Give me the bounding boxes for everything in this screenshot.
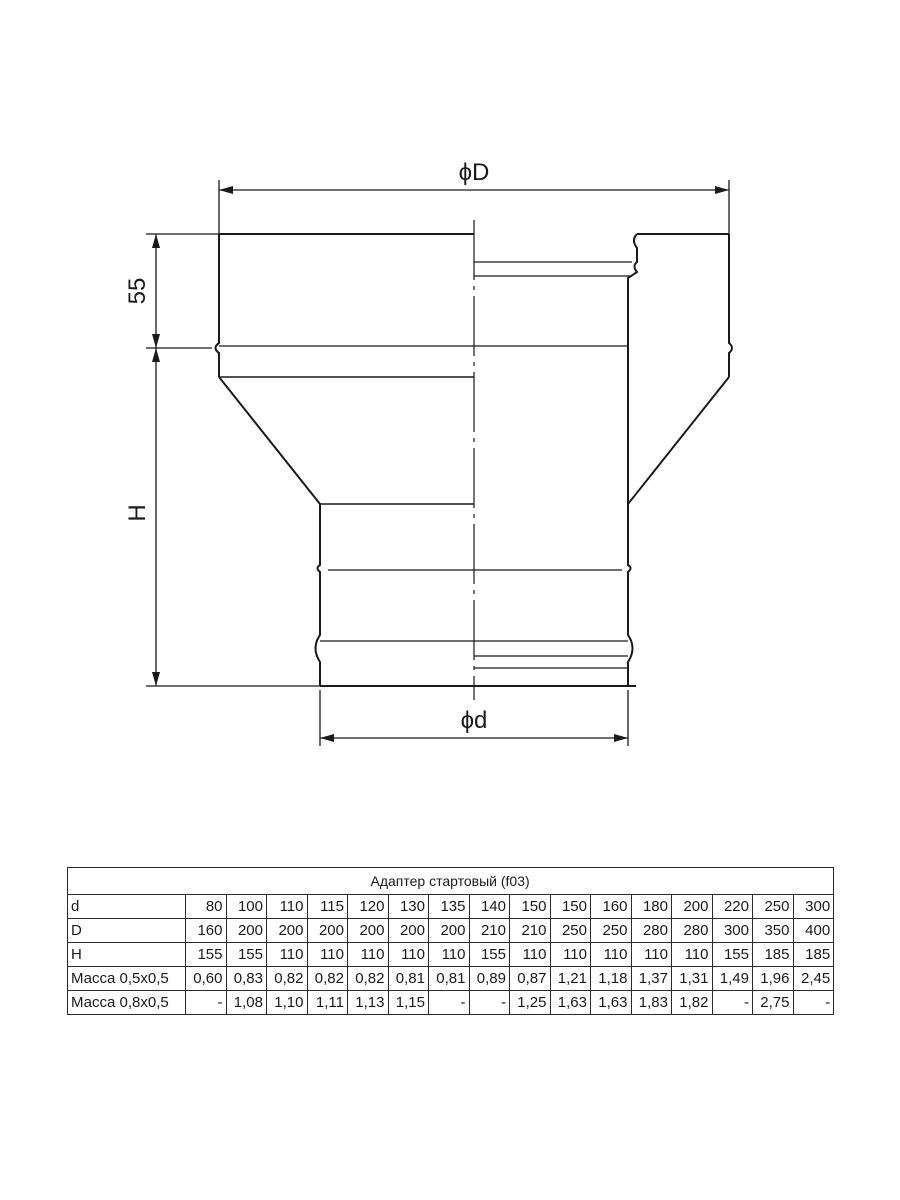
table-cell: 120 — [348, 895, 389, 919]
table-cell: 1,25 — [510, 991, 551, 1015]
table-cell: 200 — [429, 919, 470, 943]
table-caption-row — [68, 868, 834, 895]
table-cell: 1,96 — [753, 967, 794, 991]
dimension-55 — [146, 234, 219, 348]
table-cell: 0,81 — [429, 967, 470, 991]
table-cell: 150 — [510, 895, 551, 919]
table-cell: - — [186, 991, 227, 1015]
table-cell: 0,82 — [307, 967, 348, 991]
table-cell: 200 — [672, 895, 713, 919]
row-label: Масса 0,8х0,5 — [68, 991, 186, 1015]
table-cell: 110 — [550, 943, 591, 967]
table-cell: 1,37 — [631, 967, 672, 991]
table-cell: 200 — [226, 919, 267, 943]
table-cell: 0,83 — [226, 967, 267, 991]
table-cell: 110 — [388, 943, 429, 967]
table-cell: 0,81 — [388, 967, 429, 991]
spec-table — [67, 867, 834, 1015]
table-cell: 1,10 — [267, 991, 308, 1015]
table-cell: 1,82 — [672, 991, 713, 1015]
table-cell: 250 — [550, 919, 591, 943]
table-cell: 135 — [429, 895, 470, 919]
table-cell: 185 — [753, 943, 794, 967]
row-label: D — [68, 919, 186, 943]
table-cell: 80 — [186, 895, 227, 919]
table-caption: Адаптер стартовый (f03) — [68, 868, 834, 895]
table-cell: 110 — [267, 943, 308, 967]
table-cell: 185 — [793, 943, 834, 967]
table-cell: - — [793, 991, 834, 1015]
table-row — [68, 895, 834, 919]
table-cell: - — [712, 991, 753, 1015]
table-cell: 1,63 — [591, 991, 632, 1015]
table-cell: 2,75 — [753, 991, 794, 1015]
table-cell: 220 — [712, 895, 753, 919]
table-cell: 200 — [348, 919, 389, 943]
table-cell: 1,49 — [712, 967, 753, 991]
table-cell: 110 — [348, 943, 389, 967]
table-cell: 155 — [226, 943, 267, 967]
table-cell: 2,45 — [793, 967, 834, 991]
table-row — [68, 919, 834, 943]
table-cell: 180 — [631, 895, 672, 919]
inner-lines — [219, 262, 632, 668]
dimension-H — [146, 348, 320, 686]
table-cell: 160 — [591, 895, 632, 919]
table-cell: 1,11 — [307, 991, 348, 1015]
table-cell: 200 — [267, 919, 308, 943]
table-cell: 155 — [469, 943, 510, 967]
table-cell: 200 — [307, 919, 348, 943]
table-cell: 1,08 — [226, 991, 267, 1015]
table-cell: 300 — [793, 895, 834, 919]
table-row — [68, 943, 834, 967]
table-cell: 115 — [307, 895, 348, 919]
table-cell: 110 — [429, 943, 470, 967]
table-cell: 0,89 — [469, 967, 510, 991]
table-cell: 140 — [469, 895, 510, 919]
table-row — [68, 991, 834, 1015]
table-cell: 300 — [712, 919, 753, 943]
table-cell: 1,13 — [348, 991, 389, 1015]
table-cell: 250 — [753, 895, 794, 919]
table-cell: 1,18 — [591, 967, 632, 991]
table-cell: 1,21 — [550, 967, 591, 991]
table-cell: 155 — [712, 943, 753, 967]
table-cell: 210 — [469, 919, 510, 943]
table-cell: 1,83 — [631, 991, 672, 1015]
table-cell: 130 — [388, 895, 429, 919]
table-cell: 280 — [672, 919, 713, 943]
table-cell: 350 — [753, 919, 794, 943]
table-cell: 250 — [591, 919, 632, 943]
height-H-label: H — [124, 504, 151, 522]
table-cell: - — [429, 991, 470, 1015]
table-cell: - — [469, 991, 510, 1015]
table-cell: 110 — [631, 943, 672, 967]
table-row — [68, 967, 834, 991]
row-label: d — [68, 895, 186, 919]
table-cell: 210 — [510, 919, 551, 943]
table-cell: 1,63 — [550, 991, 591, 1015]
table-cell: 1,15 — [388, 991, 429, 1015]
table-cell: 0,60 — [186, 967, 227, 991]
row-label: Масса 0,5х0,5 — [68, 967, 186, 991]
table-cell: 160 — [186, 919, 227, 943]
table-cell: 400 — [793, 919, 834, 943]
table-cell: 150 — [550, 895, 591, 919]
table-cell: 1,31 — [672, 967, 713, 991]
table-cell: 110 — [591, 943, 632, 967]
table-cell: 200 — [388, 919, 429, 943]
table-cell: 110 — [510, 943, 551, 967]
table-cell: 100 — [226, 895, 267, 919]
diameter-d-label: ϕd — [460, 707, 488, 734]
table-cell: 110 — [672, 943, 713, 967]
table-cell: 0,82 — [348, 967, 389, 991]
row-label: H — [68, 943, 186, 967]
table-cell: 0,87 — [510, 967, 551, 991]
table-cell: 155 — [186, 943, 227, 967]
table-cell: 280 — [631, 919, 672, 943]
diameter-D-label: ϕD — [458, 159, 490, 186]
height-55-label: 55 — [124, 277, 151, 305]
table-cell: 0,82 — [267, 967, 308, 991]
table-cell: 110 — [267, 895, 308, 919]
table-cell: 110 — [307, 943, 348, 967]
